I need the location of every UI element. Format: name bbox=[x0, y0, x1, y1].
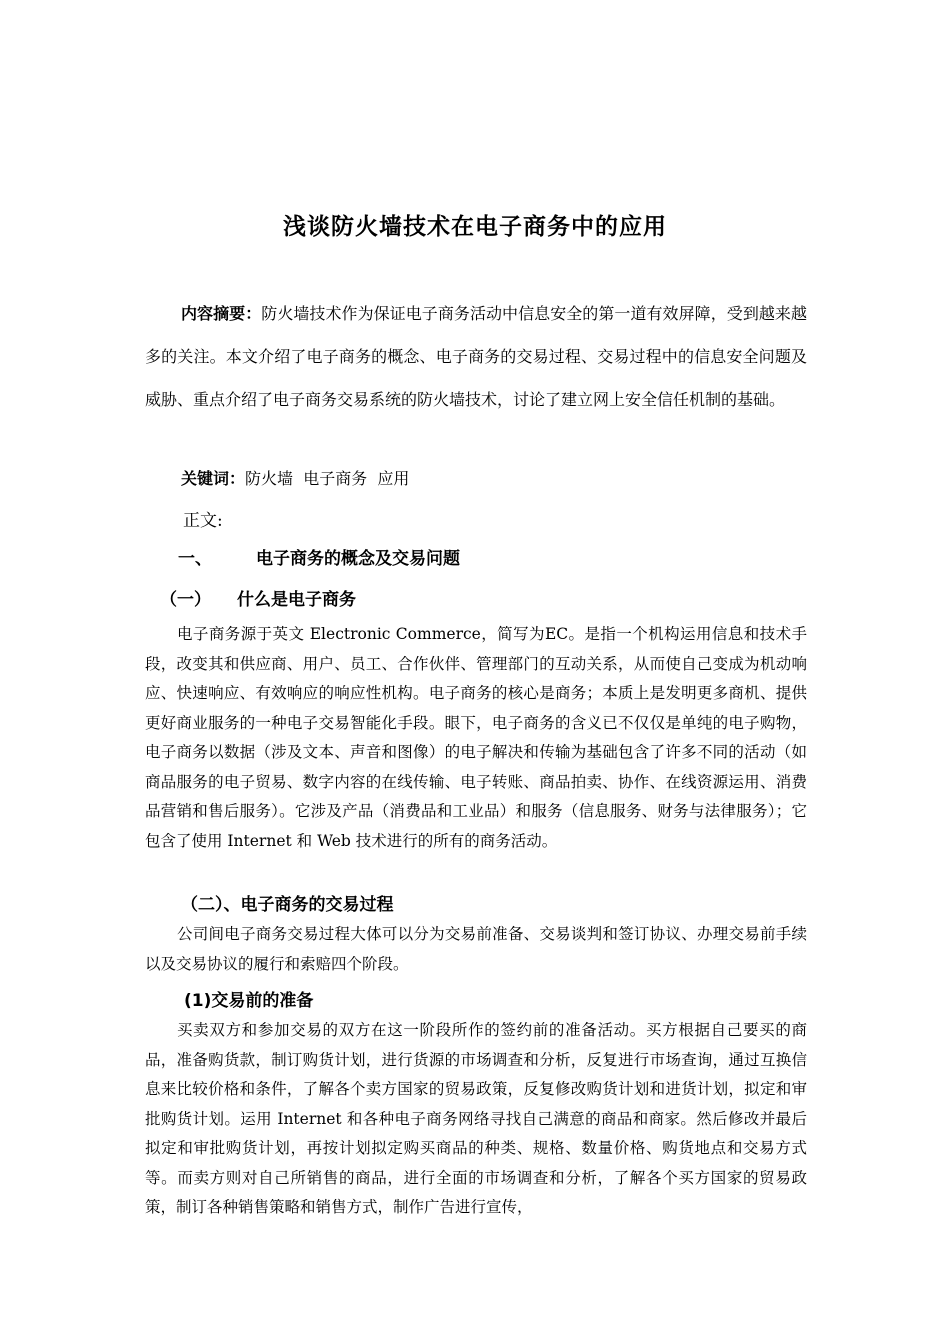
abstract-paragraph bbox=[145, 292, 807, 421]
subsection1-paragraph: 电子商务源于英文 Electronic Commerce，简写为EC。是指一个机构运用信息和技术手段，改变其和供应商、用户、员工、合作伙伴、管理部门的互动关系，从而使自己变成为机动响应、快速响应、有效响应的响应性机构。电子商务的核心是商务；本质上是发明更多商机、提供更好商业服务的一种电子交易智能化手段。眼下，电子商务的含义已不仅仅是单纯的电子购物，电子商务以数据（涉及文本、声音和图像）的电子解决和传输为基础包含了许多不同的活动（如商品服务的电子贸易、数字内容的在线传输、电子转账、商品拍卖、协作、在线资源运用、消费品营销和售后服务）。它涉及产品（消费品和工业品）和服务（信息服务、财务与法律服务）；它包含了使用 Internet 和 Web 技术进行的所有的商务活动。 bbox=[145, 625, 807, 850]
section1-heading bbox=[178, 544, 460, 569]
subsection1-title: 什么是电子商务 bbox=[237, 590, 356, 610]
body-label: 正文: bbox=[183, 511, 223, 531]
keywords-label: 关键词： bbox=[181, 469, 246, 488]
section1-title: 电子商务的概念及交易问题 bbox=[256, 549, 460, 569]
keywords-text: 防火墙 电子商务 应用 bbox=[245, 469, 410, 488]
subsection3-paragraph: 买卖双方和参加交易的双方在这一阶段所作的签约前的准备活动。买方根据自己要买的商品，准备购货款，制订购货计划，进行货源的市场调查和分析，反复进行市场查询，通过互换信息来比较价格和条件，了解各个卖方国家的贸易政策，反复修改购货计划和进货计划，拟定和审批购货计划。运用 Internet 和各种电子商务网络寻找自己满意的商品和商家。然后修改并最后拟定和审批购货计划，再按计划拟定购买商品的种类、规格、数量价格、购货地点和交易方式等。而卖方则对自己所销售的商品，进行全面的市场调查和分析，了解各个买方国家的贸易政策，制订各种销售策略和销售方式，制作广告进行宣传， bbox=[145, 1021, 807, 1216]
subsection2-paragraph: 公司间电子商务交易过程大体可以分为交易前准备、交易谈判和签订协议、办理交易前手续以及交易协议的履行和索赔四个阶段。 bbox=[145, 925, 807, 973]
abstract-label: 内容摘要： bbox=[181, 304, 262, 323]
subsection2-heading: （二）、电子商务的交易过程 bbox=[181, 895, 394, 915]
subsection1-heading bbox=[160, 585, 356, 610]
subsection3-heading: (1)交易前的准备 bbox=[184, 991, 314, 1011]
document-title: 浅谈防火墙技术在电子商务中的应用 bbox=[283, 214, 667, 240]
section1-number: 一、 bbox=[178, 549, 212, 569]
keywords-line bbox=[181, 466, 409, 489]
subsection1-number: （一） bbox=[160, 590, 211, 610]
abstract-text: 防火墙技术作为保证电子商务活动中信息安全的第一道有效屏障，受到越来越多的关注。本文介绍了电子商务的概念、电子商务的交易过程、交易过程中的信息安全问题及威胁、重点介绍了电子商务交易系统的防火墙技术，讨论了建立网上安全信任机制的基础。 bbox=[145, 304, 807, 409]
